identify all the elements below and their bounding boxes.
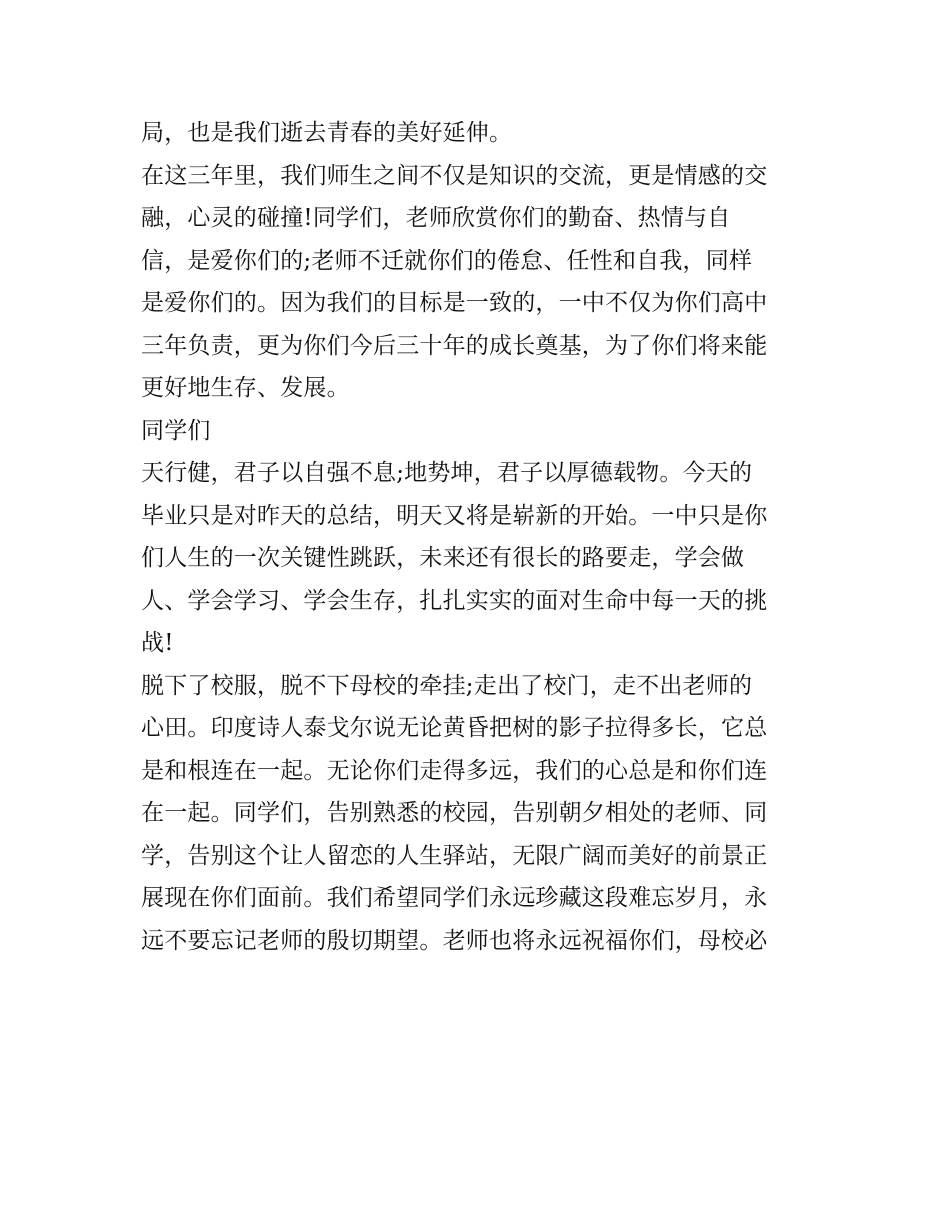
text-line: 是和根连在一起。无论你们走得多远，我们的心总是和你们连 bbox=[141, 757, 768, 784]
text-line: 们人生的一次关键性跳跃，未来还有很长的路要走，学会做 bbox=[141, 545, 745, 571]
text-line: 同学们 bbox=[141, 417, 211, 444]
text-line: 在这三年里，我们师生之间不仅是知识的交流，更是情感的交 bbox=[141, 162, 768, 189]
text-line: 三年负责，更为你们今后三十年的成长奠基，为了你们将来能 bbox=[141, 332, 768, 359]
text-line: 是爱你们的。因为我们的目标是一致的，一中不仅为你们高中 bbox=[141, 290, 768, 316]
text-line: 更好地生存、发展。 bbox=[141, 375, 350, 401]
document-body bbox=[141, 112, 821, 962]
text-line: 脱下了校服，脱不下母校的牵挂;走出了校门，走不出老师的 bbox=[141, 672, 753, 699]
text-line: 天行健，君子以自强不息;地势坤，君子以厚德载物。今天的 bbox=[141, 460, 753, 486]
text-line: 学，告别这个让人留恋的人生驿站，无限广阔而美好的前景正 bbox=[141, 842, 768, 869]
text-line: 人、学会学习、学会生存，扎扎实实的面对生命中每一天的挑 bbox=[141, 587, 768, 614]
text-line: 在一起。同学们，告别熟悉的校园，告别朝夕相处的老师、同 bbox=[141, 800, 768, 826]
text-line: 战! bbox=[141, 630, 174, 656]
text-line: 融，心灵的碰撞!同学们，老师欣赏你们的勤奋、热情与自 bbox=[141, 205, 731, 231]
text-line: 展现在你们面前。我们希望同学们永远珍藏这段难忘岁月，永 bbox=[141, 885, 768, 911]
text-line: 远不要忘记老师的殷切期望。老师也将永远祝福你们，母校必 bbox=[141, 927, 768, 954]
text-line: 局，也是我们逝去青春的美好延伸。 bbox=[141, 120, 513, 146]
text-line: 信，是爱你们的;老师不迁就你们的倦怠、任性和自我，同样 bbox=[141, 247, 753, 274]
text-line: 心田。印度诗人泰戈尔说无论黄昏把树的影子拉得多长，它总 bbox=[141, 715, 768, 741]
text-line: 毕业只是对昨天的总结，明天又将是崭新的开始。一中只是你 bbox=[141, 502, 768, 529]
